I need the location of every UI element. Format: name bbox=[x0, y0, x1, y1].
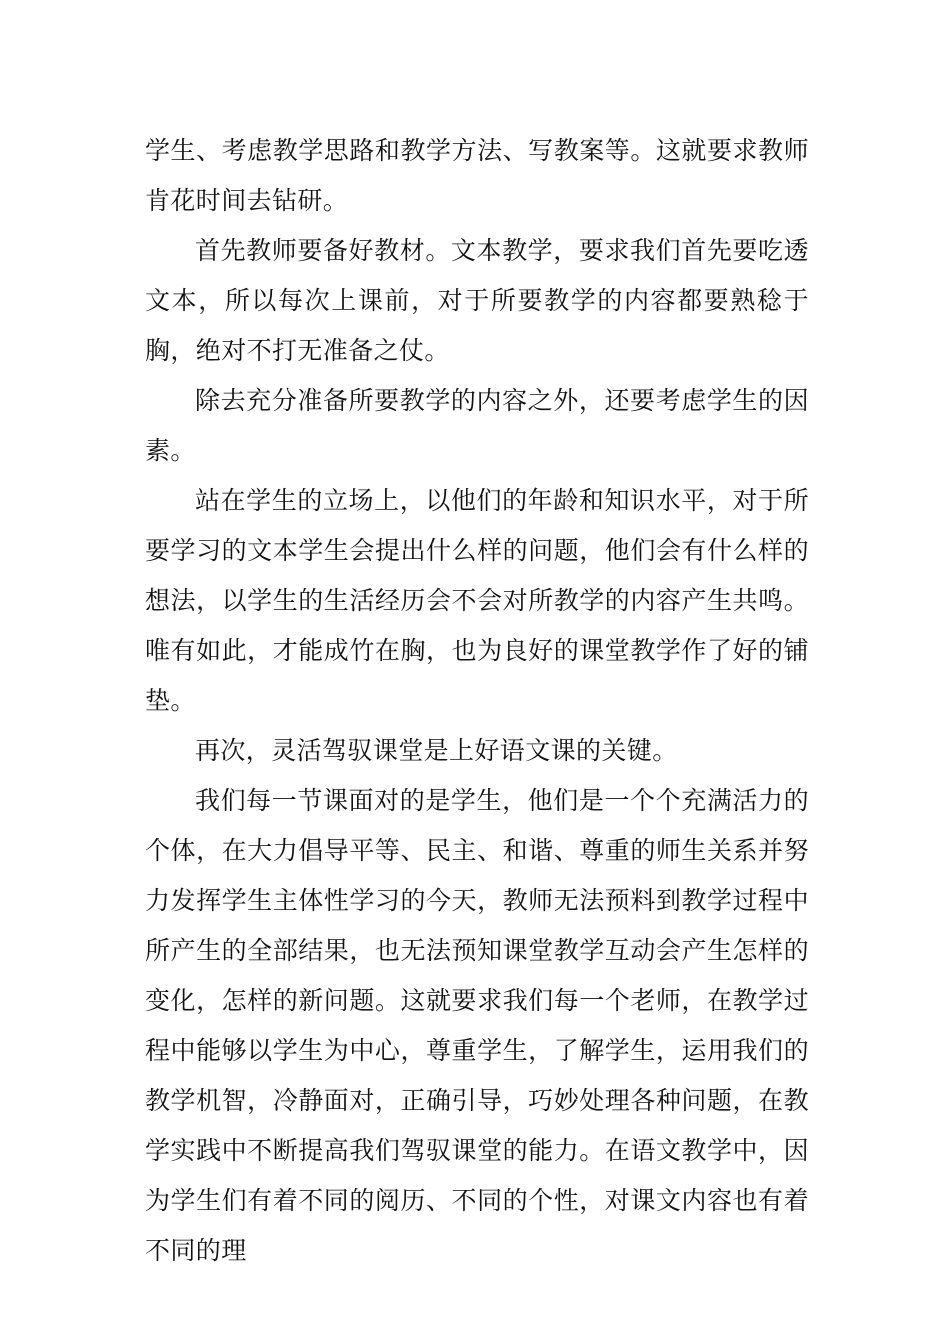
paragraph-4: 站在学生的立场上，以他们的年龄和知识水平，对于所要学习的文本学生会提出什么样的问题，他们会有什么样的想法，以学生的生活经历会不会对所教学的内容产生共鸣。唯有如此，才能成竹在胸，也为良好的课堂教学作了好的铺垫。 bbox=[145, 486, 809, 715]
paragraph-1: 学生、考虑教学思路和教学方法、写教案等。这就要求教师肯花时间去钻研。 bbox=[145, 136, 809, 215]
document-body bbox=[145, 126, 809, 1276]
paragraph-6: 我们每一节课面对的是学生，他们是一个个充满活力的个体，在大力倡导平等、民主、和谐、尊重的师生关系并努力发挥学生主体性学习的今天，教师无法预料到教学过程中所产生的全部结果，也无法预知课堂教学互动会产生怎样的变化，怎样的新问题。这就要求我们每一个老师，在教学过程中能够以学生为中心，尊重学生，了解学生，运用我们的教学机智，冷静面对，正确引导，巧妙处理各种问题，在教学实践中不断提高我们驾驭课堂的能力。在语文教学中，因为学生们有着不同的阅历、不同的个性，对课文内容也有着不同的理 bbox=[145, 786, 809, 1265]
paragraph-3: 除去充分准备所要教学的内容之外，还要考虑学生的因素。 bbox=[145, 386, 809, 465]
paragraph-2: 首先教师要备好教材。文本教学，要求我们首先要吃透文本，所以每次上课前，对于所要教学的内容都要熟稔于胸，绝对不打无准备之仗。 bbox=[145, 236, 809, 365]
paragraph-5: 再次，灵活驾驭课堂是上好语文课的关键。 bbox=[195, 736, 678, 765]
